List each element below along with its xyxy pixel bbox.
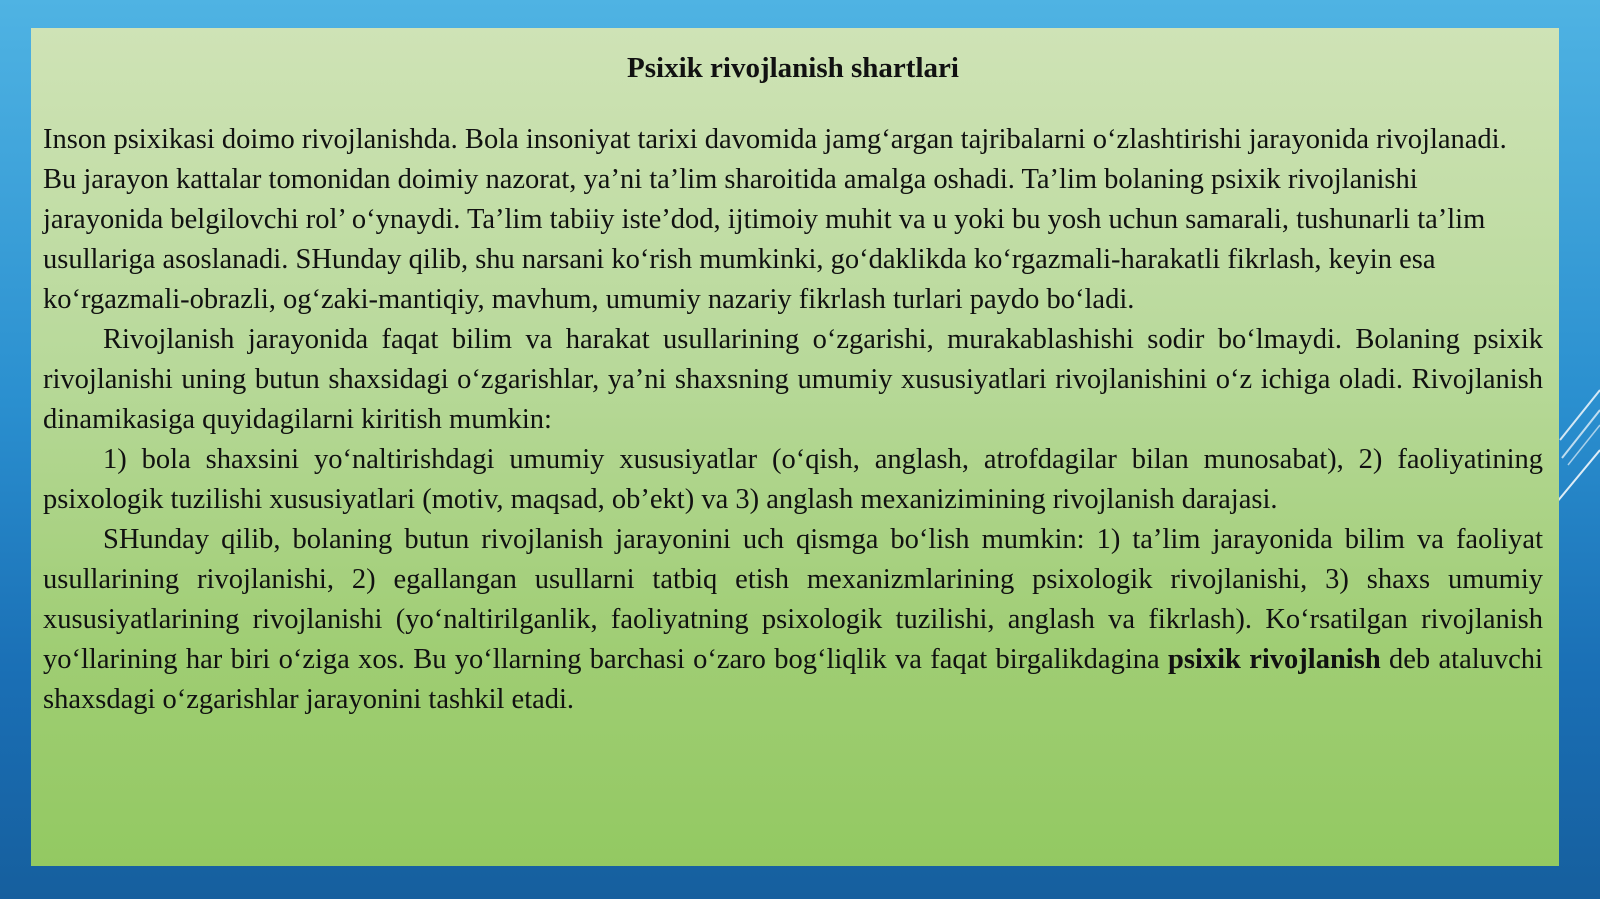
paragraph-4 — [43, 520, 1543, 720]
paragraph-3: 1) bola shaxsini yo‘naltirishdagi umumiy xususiyatlar (o‘qish, anglash, atrofdagilar bilan munosabat), 2) faoliyatining psixologik tuzilishi xususiyatlari (motiv, maqsad, ob’ekt) va 3) anglash mexanizimining rivojlanish darajasi. — [43, 444, 1543, 515]
slide-title: Psixik rivojlanish shartlari — [627, 52, 959, 84]
paragraph-4-text-before: SHunday qilib, bolaning butun rivojlanish jarayonini uch qismga bo‘lish mumkin: 1) ta’lim jarayonida bilim va faoliyat usullarining rivojlanishi, 2) egallangan usullarni tatbiq etish mexanizmlarining psixologik rivojlanishi, 3) shaxs umumiy xususiyatlarining rivojlanishi (yo‘naltirilganlik, faoliyatning psixologik tuzilishi, anglash va fikrlash). Ko‘rsatilgan rivojlanish yo‘llarining har biri o‘ziga xos. Bu yo‘llarning barchasi o‘zaro bog‘liqlik va faqat birgalikdagina — [43, 524, 1543, 675]
paragraph-1: Inson psixikasi doimo rivojlanishda. Bola insoniyat tarixi davomida jamg‘argan tajribalarni o‘zlashtirishi jarayonida rivojlanadi. Bu jarayon kattalar tomonidan doimiy nazorat, ya’ni ta’lim sharoitida amalga oshadi. Ta’lim bolaning psixik rivojlanishi jarayonida belgilovchi rol’ o‘ynaydi. Ta’lim tabiiy iste’dod, ijtimoiy muhit va u yoki bu yosh uchun samarali, tushunarli ta’lim usullariga asoslanadi. SHunday qilib, shu narsani ko‘rish mumkinki, go‘daklikda ko‘rgazmali-harakatli fikrlash, keyin esa ko‘rgazmali-obrazli, og‘zaki-mantiqiy, mavhum, umumiy nazariy fikrlash turlari paydo bo‘ladi. — [43, 124, 1507, 315]
paragraph-4-bold-term: psixik rivojlanish — [1168, 644, 1381, 675]
paragraph-4-text-after: deb ataluvchi shaxsdagi o‘zgarishlar jarayonini tashkil etadi. — [43, 644, 1543, 715]
paragraph-2: Rivojlanish jarayonida faqat bilim va harakat usullarining o‘zgarishi, murakablashishi sodir bo‘lmaydi. Bolaning psixik rivojlanishi uning butun shaxsidagi o‘zgarishlar, ya’ni shaxsning umumiy xususiyatlari rivojlanishini o‘z ichiga oladi. Rivojlanish dinamikasiga quyidagilarni kiritish mumkin: — [43, 324, 1543, 435]
slide-body — [43, 120, 1543, 720]
slide-content-panel — [31, 28, 1559, 866]
